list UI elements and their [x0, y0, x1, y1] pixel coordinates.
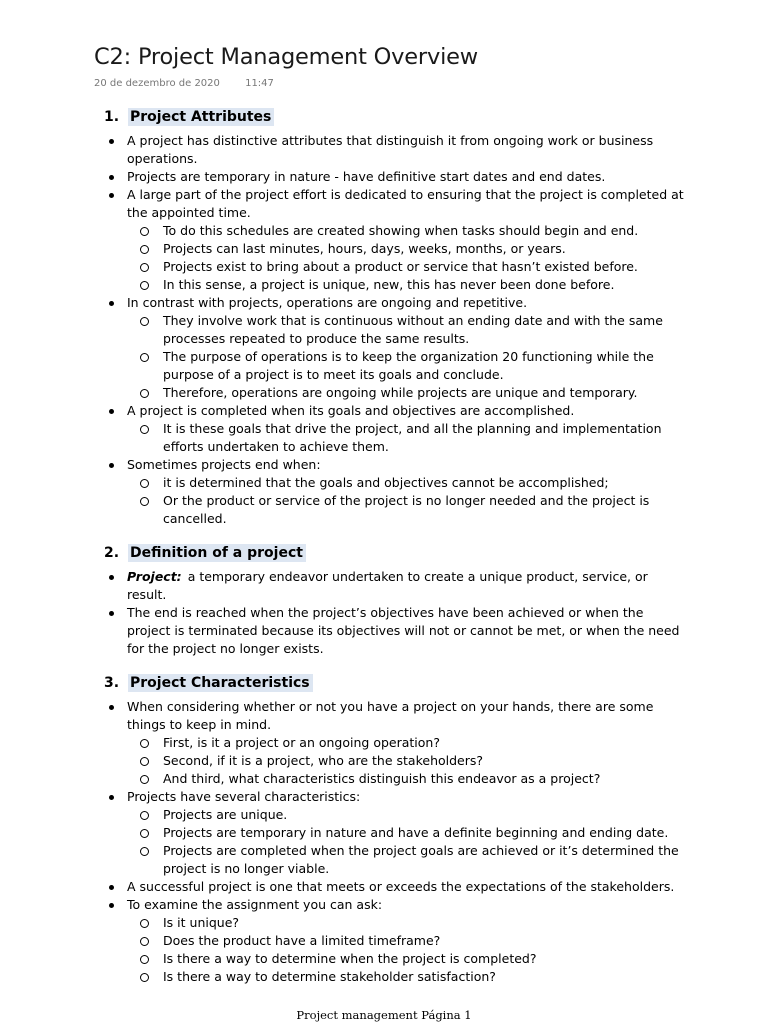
- sub-list-item: To do this schedules are created showing when tasks should begin and end.: [127, 222, 684, 240]
- section-heading: [104, 108, 684, 132]
- list-item: Projects have several characteristics: Projects are unique. Projects are temporary in nature and have a definite beginning and ending date. Projects are completed when the project goals are achieved or it’s determined the project is no longer viable.: [104, 788, 684, 878]
- definition-term: Project:: [127, 569, 182, 584]
- list-item: When considering whether or not you have a project on your hands, there are some things to keep in mind. First, is it a project or an ongoing operation? Second, if it is a project, who are the stakeholders? And third, what characteristics distinguish this endeavor as a project?: [104, 698, 684, 788]
- sub-list-item: Or the product or service of the project is no longer needed and the project is cancelled.: [127, 492, 684, 528]
- sub-list-item: it is determined that the goals and objectives cannot be accomplished;: [127, 474, 684, 492]
- page-title: C2: Project Management Overview: [94, 44, 478, 70]
- sub-list: [127, 806, 684, 878]
- list-item: Projects are temporary in nature - have definitive start dates and end dates.: [104, 168, 684, 186]
- sub-list: [127, 222, 684, 294]
- list-item: A project has distinctive attributes that distinguish it from ongoing work or business operations.: [104, 132, 684, 168]
- sub-list-item: Is there a way to determine stakeholder satisfaction?: [127, 968, 684, 986]
- sub-list: [127, 312, 684, 402]
- sub-list: [127, 734, 684, 788]
- list-item: In contrast with projects, operations are ongoing and repetitive. They involve work that is continuous without an ending date and with the same processes repeated to produce the same results. The purpose of operations is to keep the organization 20 functioning while the purpose of a project is to meet its goals and conclude. Therefore, operations are ongoing while projects are unique and temporary.: [104, 294, 684, 402]
- sub-list-item: Therefore, operations are ongoing while projects are unique and temporary.: [127, 384, 684, 402]
- section-number: 2.: [104, 545, 120, 561]
- bullet-list: [104, 132, 684, 528]
- sub-list-item: And third, what characteristics distinguish this endeavor as a project?: [127, 770, 684, 788]
- section-title: Definition of a project: [128, 544, 306, 562]
- section-number: 1.: [104, 109, 120, 125]
- list-item: A successful project is one that meets or exceeds the expectations of the stakeholders.: [104, 878, 684, 896]
- sub-list-item: Is there a way to determine when the project is completed?: [127, 950, 684, 968]
- list-item: Project: a temporary endeavor undertaken to create a unique product, service, or result.: [104, 568, 684, 604]
- note-content: [104, 108, 684, 1002]
- section-project-characteristics: [104, 674, 684, 986]
- section-definition: [104, 544, 684, 658]
- sub-list-item: They involve work that is continuous without an ending date and with the same processes repeated to produce the same results.: [127, 312, 684, 348]
- list-item: A project is completed when its goals and objectives are accomplished. It is these goals that drive the project, and all the planning and implementation efforts undertaken to achieve them.: [104, 402, 684, 456]
- page-date: 20 de dezembro de 2020: [94, 78, 220, 89]
- page-time: 11:47: [245, 78, 274, 89]
- sub-list: [127, 914, 684, 986]
- section-title: Project Characteristics: [128, 674, 313, 692]
- sub-list-item: Projects are temporary in nature and have a definite beginning and ending date.: [127, 824, 684, 842]
- sub-list-item: It is these goals that drive the project, and all the planning and implementation efforts undertaken to achieve them.: [127, 420, 684, 456]
- sub-list-item: Projects can last minutes, hours, days, weeks, months, or years.: [127, 240, 684, 258]
- page-meta: [94, 78, 274, 89]
- section-project-attributes: [104, 108, 684, 528]
- sub-list-item: Is it unique?: [127, 914, 684, 932]
- sub-list-item: First, is it a project or an ongoing operation?: [127, 734, 684, 752]
- list-item: To examine the assignment you can ask: Is it unique? Does the product have a limited timeframe? Is there a way to determine when the project is completed? Is there a way to determine stakeholder satisfaction?: [104, 896, 684, 986]
- sub-list-item: The purpose of operations is to keep the organization 20 functioning while the purpose of a project is to meet its goals and conclude.: [127, 348, 684, 384]
- sub-list-item: Projects exist to bring about a product or service that hasn’t existed before.: [127, 258, 684, 276]
- bullet-list: [104, 568, 684, 658]
- sub-list-item: Projects are completed when the project goals are achieved or it’s determined the project is no longer viable.: [127, 842, 684, 878]
- sub-list: [127, 420, 684, 456]
- list-item: A large part of the project effort is dedicated to ensuring that the project is completed at the appointed time. To do this schedules are created showing when tasks should begin and end. Projects can last minutes, hours, days, weeks, months, or years. Projects exist to bring about a product or service that hasn’t existed before. In this sense, a project is unique, new, this has never been done before.: [104, 186, 684, 294]
- sub-list-item: Projects are unique.: [127, 806, 684, 824]
- section-heading: [104, 674, 684, 698]
- page-footer: Project management Página 1: [296, 1008, 472, 1022]
- list-item: The end is reached when the project’s objectives have been achieved or when the project is terminated because its objectives will not or cannot be met, or when the need for the project no longer exists.: [104, 604, 684, 658]
- sub-list-item: Does the product have a limited timeframe?: [127, 932, 684, 950]
- list-item: Sometimes projects end when: it is determined that the goals and objectives cannot be accomplished; Or the product or service of the project is no longer needed and the project is cancelled.: [104, 456, 684, 528]
- sub-list-item: Second, if it is a project, who are the stakeholders?: [127, 752, 684, 770]
- section-title: Project Attributes: [128, 108, 274, 126]
- section-heading: [104, 544, 684, 568]
- sub-list: [127, 474, 684, 528]
- section-number: 3.: [104, 675, 120, 691]
- sub-list-item: In this sense, a project is unique, new, this has never been done before.: [127, 276, 684, 294]
- bullet-list: [104, 698, 684, 986]
